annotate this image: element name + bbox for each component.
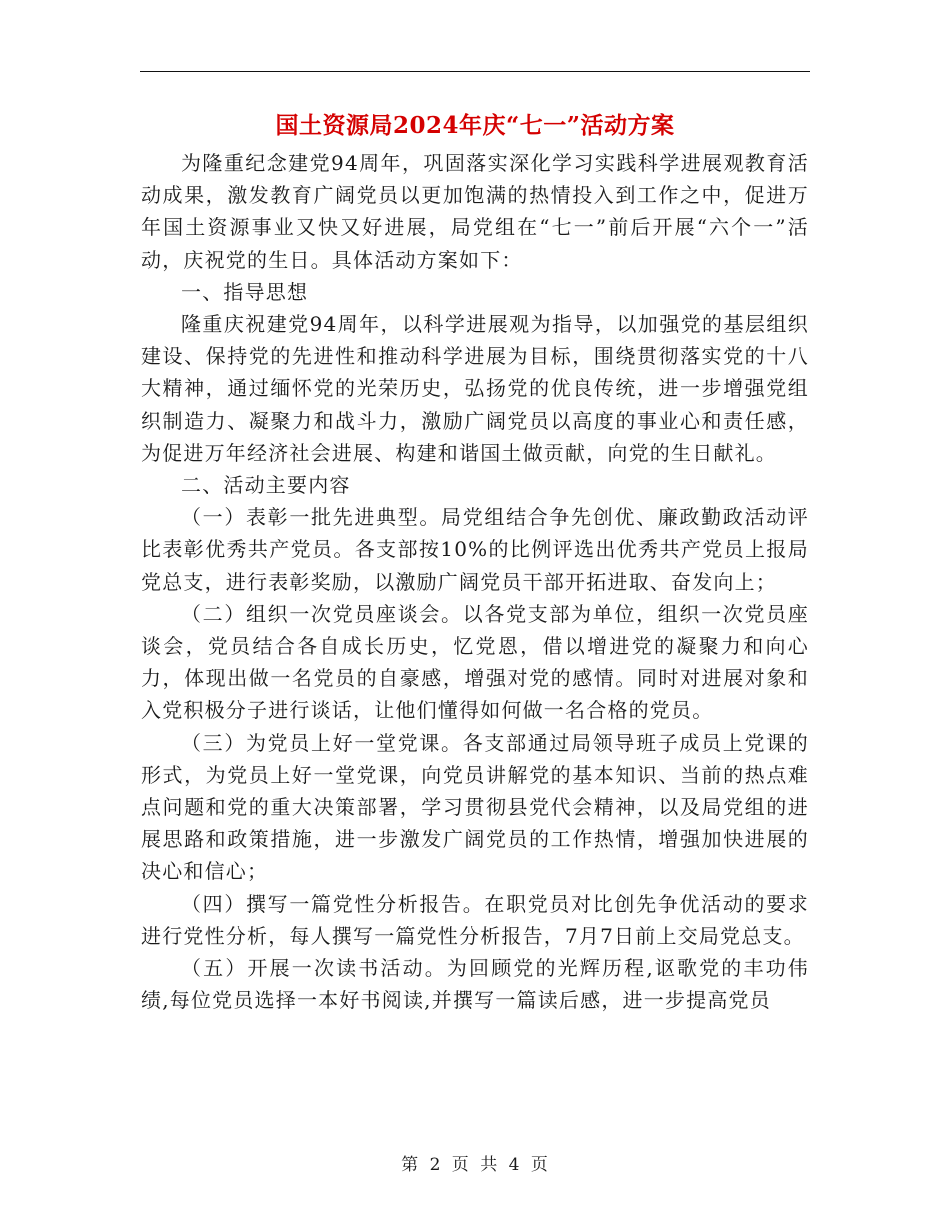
paragraph-item-1: （一）表彰一批先进典型。局党组结合争先创优、廉政勤政活动评比表彰优秀共产党员。各支部按10%的比例评选出优秀共产党员上报局党总支，进行表彰奖励，以激励广阔党员干部开拓进取、奋发向上； [141,505,809,594]
paragraph-intro: 为隆重纪念建党94周年，巩固落实深化学习实践科学进展观教育活动成果，激发教育广阔党员以更加饱满的热情投入到工作之中，促进万年国土资源事业又快又好进展，局党组在“七一”前后开展“六个一”活动，庆祝党的生日。具体活动方案如下： [141,151,809,272]
header-rule [140,71,810,72]
document-title: 国土资源局2024年庆“七一”活动方案 [275,112,675,139]
paragraph-item-2: （二）组织一次党员座谈会。以各党支部为单位，组织一次党员座谈会，党员结合各自成长历史，忆党恩，借以增进党的凝聚力和向心力，体现出做一名党员的自豪感，增强对党的感情。同时对进展对象和入党积极分子进行谈话，让他们懂得如何做一名合格的党员。 [141,601,809,723]
page-footer: 第 2 页 共 4 页 [401,1155,549,1175]
section-heading-guiding-ideology: 一、指导思想 [181,279,309,304]
paragraph-item-5: （五）开展一次读书活动。为回顾党的光辉历程,讴歌党的丰功伟绩,每位党员选择一本好书阅读,并撰写一篇读后感，进一步提高党员 [141,956,809,1013]
paragraph-item-3: （三）为党员上好一堂党课。各支部通过局领导班子成员上党课的形式，为党员上好一堂党课，向党员讲解党的基本知识、当前的热点难点问题和党的重大决策部署，学习贯彻县党代会精神，以及局党组的进展思路和政策措施，进一步激发广阔党员的工作热情，增强加快进展的决心和信心； [141,730,809,884]
paragraph-item-4: （四）撰写一篇党性分析报告。在职党员对比创先争优活动的要求进行党性分析，每人撰写一篇党性分析报告，7月7日前上交局党总支。 [141,891,809,948]
section-heading-main-content: 二、活动主要内容 [181,473,351,498]
document-body [141,147,809,1016]
paragraph-guiding-ideology: 隆重庆祝建党94周年，以科学进展观为指导，以加强党的基层组织建设、保持党的先进性和推动科学进展为目标，围绕贯彻落实党的十八大精神，通过缅怀党的光荣历史，弘扬党的优良传统，进一步增强党组织制造力、凝聚力和战斗力，激励广阔党员以高度的事业心和责任感，为促进万年经济社会进展、构建和谐国土做贡献，向党的生日献礼。 [141,312,809,465]
